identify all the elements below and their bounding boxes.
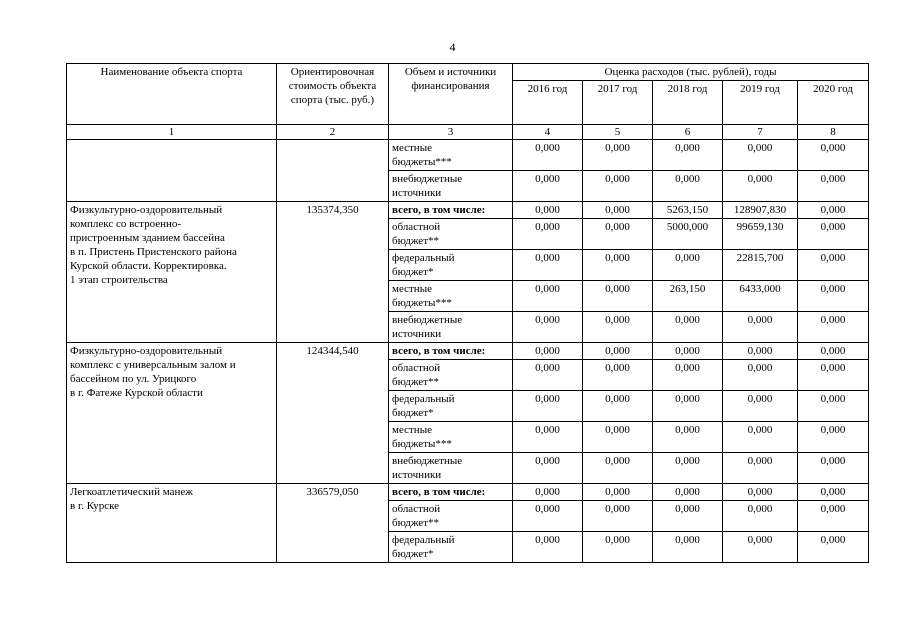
- value-cell: 0,000: [583, 219, 653, 250]
- value-cell: 0,000: [513, 312, 583, 343]
- value-cell: 0,000: [653, 343, 723, 360]
- value-cell: 0,000: [798, 501, 869, 532]
- value-cell: 0,000: [583, 532, 653, 563]
- value-cell: 0,000: [583, 453, 653, 484]
- source-label: федеральный бюджет*: [389, 532, 513, 563]
- cost-cell: 135374,350: [277, 202, 389, 343]
- header-year: 2017 год: [583, 81, 653, 125]
- value-cell: 0,000: [723, 391, 798, 422]
- value-cell: 0,000: [653, 532, 723, 563]
- value-cell: 0,000: [798, 171, 869, 202]
- object-name-cell: Физкультурно-оздоровительный комплекс с универсальным залом и бассейном по ул. Урицкого в г. Фатеже Курской области: [67, 343, 277, 484]
- value-cell: 0,000: [723, 312, 798, 343]
- value-cell: 0,000: [798, 312, 869, 343]
- value-cell: 0,000: [583, 202, 653, 219]
- header-sources: Объем и источники финансирования: [389, 64, 513, 125]
- column-number: 1: [67, 125, 277, 140]
- cost-cell: 336579,050: [277, 484, 389, 563]
- value-cell: 0,000: [798, 453, 869, 484]
- value-cell: 0,000: [583, 360, 653, 391]
- cost-cell: [277, 140, 389, 202]
- value-cell: 22815,700: [723, 250, 798, 281]
- value-cell: 0,000: [723, 532, 798, 563]
- value-cell: 0,000: [513, 140, 583, 171]
- header-year: 2019 год: [723, 81, 798, 125]
- value-cell: 0,000: [798, 219, 869, 250]
- page-number: 4: [449, 40, 456, 54]
- value-cell: 0,000: [583, 501, 653, 532]
- table-row: [67, 202, 869, 219]
- value-cell: 0,000: [653, 422, 723, 453]
- value-cell: 0,000: [798, 281, 869, 312]
- header-object-name: Наименование объекта спорта: [67, 64, 277, 125]
- value-cell: 0,000: [723, 140, 798, 171]
- value-cell: 263,150: [653, 281, 723, 312]
- header-cost: Ориентировочная стоимость объекта спорта (тыс. руб.): [277, 64, 389, 125]
- source-label: областной бюджет**: [389, 360, 513, 391]
- value-cell: 0,000: [513, 532, 583, 563]
- source-label: местные бюджеты***: [389, 140, 513, 171]
- value-cell: 0,000: [583, 422, 653, 453]
- value-cell: 0,000: [583, 343, 653, 360]
- value-cell: 0,000: [513, 343, 583, 360]
- value-cell: 0,000: [513, 281, 583, 312]
- header-year: 2018 год: [653, 81, 723, 125]
- source-label: федеральный бюджет*: [389, 250, 513, 281]
- value-cell: 0,000: [723, 343, 798, 360]
- column-number: 3: [389, 125, 513, 140]
- source-label: всего, в том числе:: [389, 343, 513, 360]
- column-number: 4: [513, 125, 583, 140]
- value-cell: 0,000: [798, 140, 869, 171]
- value-cell: 0,000: [798, 343, 869, 360]
- value-cell: 0,000: [513, 422, 583, 453]
- value-cell: 5000,000: [653, 219, 723, 250]
- value-cell: 0,000: [513, 250, 583, 281]
- value-cell: 0,000: [653, 360, 723, 391]
- budget-table: [66, 63, 869, 563]
- value-cell: 0,000: [583, 281, 653, 312]
- value-cell: 128907,830: [723, 202, 798, 219]
- value-cell: 0,000: [583, 484, 653, 501]
- source-label: внебюджетные источники: [389, 312, 513, 343]
- column-number: 7: [723, 125, 798, 140]
- value-cell: 0,000: [723, 501, 798, 532]
- source-label: всего, в том числе:: [389, 202, 513, 219]
- value-cell: 0,000: [513, 484, 583, 501]
- object-name-cell: [67, 140, 277, 202]
- value-cell: 0,000: [798, 484, 869, 501]
- header-year: 2016 год: [513, 81, 583, 125]
- source-label: внебюджетные источники: [389, 453, 513, 484]
- value-cell: 0,000: [583, 250, 653, 281]
- column-number: 5: [583, 125, 653, 140]
- value-cell: 0,000: [798, 360, 869, 391]
- column-number: 2: [277, 125, 389, 140]
- table-row: [67, 140, 869, 171]
- value-cell: 0,000: [653, 484, 723, 501]
- value-cell: 0,000: [583, 312, 653, 343]
- value-cell: 0,000: [513, 391, 583, 422]
- source-label: местные бюджеты***: [389, 281, 513, 312]
- column-number-row: [67, 125, 869, 140]
- value-cell: 0,000: [513, 171, 583, 202]
- source-label: федеральный бюджет*: [389, 391, 513, 422]
- source-label: областной бюджет**: [389, 501, 513, 532]
- value-cell: 0,000: [583, 391, 653, 422]
- value-cell: 0,000: [513, 453, 583, 484]
- value-cell: 0,000: [798, 202, 869, 219]
- object-name-cell: Физкультурно-оздоровительный комплекс со встроенно- пристроенным зданием бассейна в п. Пристень Пристенского района Курской области. Корректировка. 1 этап строительства: [67, 202, 277, 343]
- value-cell: 0,000: [653, 391, 723, 422]
- header-year: 2020 год: [798, 81, 869, 125]
- value-cell: 0,000: [723, 171, 798, 202]
- value-cell: 0,000: [798, 250, 869, 281]
- table-row: [67, 484, 869, 501]
- column-number: 6: [653, 125, 723, 140]
- value-cell: 0,000: [653, 312, 723, 343]
- value-cell: 0,000: [583, 140, 653, 171]
- value-cell: 0,000: [653, 140, 723, 171]
- value-cell: 0,000: [653, 501, 723, 532]
- value-cell: 99659,130: [723, 219, 798, 250]
- value-cell: 0,000: [513, 219, 583, 250]
- value-cell: 0,000: [723, 484, 798, 501]
- value-cell: 6433,000: [723, 281, 798, 312]
- source-label: внебюджетные источники: [389, 171, 513, 202]
- value-cell: 0,000: [653, 171, 723, 202]
- table-row: [67, 343, 869, 360]
- source-label: областной бюджет**: [389, 219, 513, 250]
- value-cell: 0,000: [798, 422, 869, 453]
- header-estimate: Оценка расходов (тыс. рублей), годы: [513, 64, 869, 81]
- cost-cell: 124344,540: [277, 343, 389, 484]
- column-number: 8: [798, 125, 869, 140]
- value-cell: 0,000: [653, 453, 723, 484]
- source-label: местные бюджеты***: [389, 422, 513, 453]
- value-cell: 0,000: [513, 501, 583, 532]
- value-cell: 0,000: [513, 360, 583, 391]
- value-cell: 0,000: [798, 391, 869, 422]
- value-cell: 0,000: [653, 250, 723, 281]
- value-cell: 0,000: [513, 202, 583, 219]
- value-cell: 0,000: [723, 422, 798, 453]
- object-name-cell: Легкоатлетический манеж в г. Курске: [67, 484, 277, 563]
- source-label: всего, в том числе:: [389, 484, 513, 501]
- value-cell: 5263,150: [653, 202, 723, 219]
- value-cell: 0,000: [798, 532, 869, 563]
- value-cell: 0,000: [723, 453, 798, 484]
- value-cell: 0,000: [583, 171, 653, 202]
- value-cell: 0,000: [723, 360, 798, 391]
